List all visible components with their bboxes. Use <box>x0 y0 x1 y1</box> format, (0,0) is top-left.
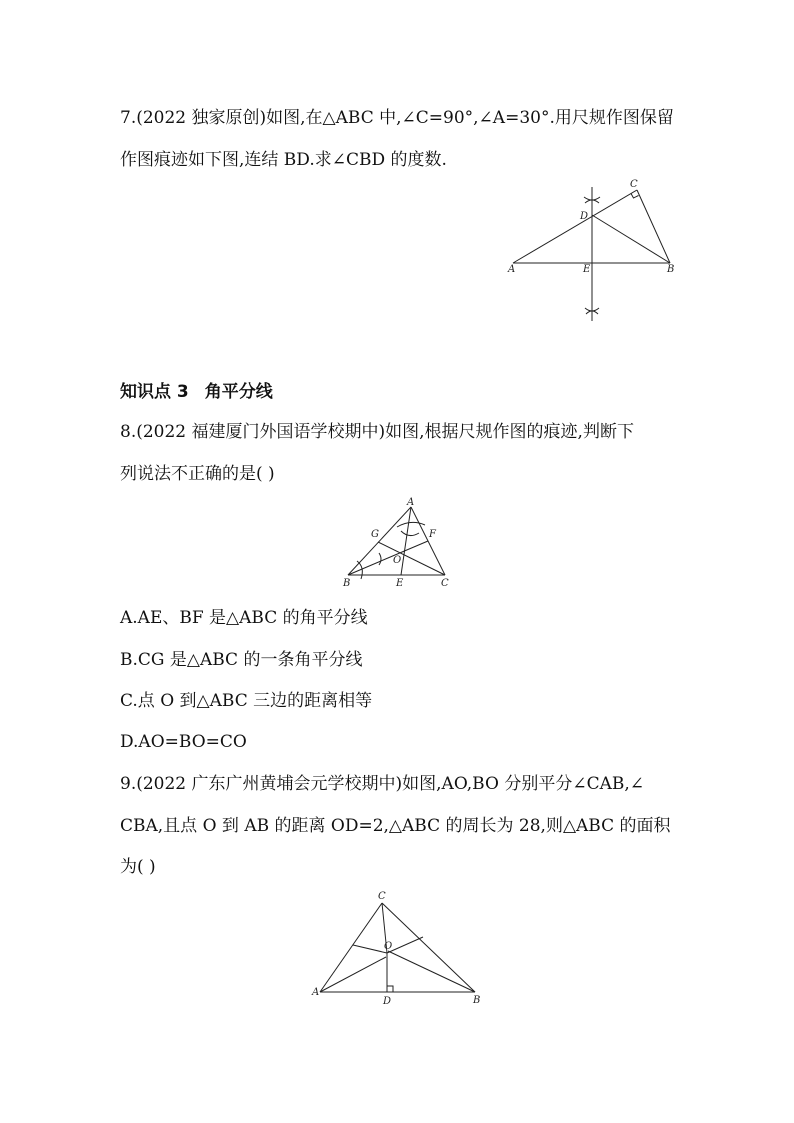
q9-bisector-ao <box>320 957 386 992</box>
section-title: 知识点 3 <box>120 382 189 402</box>
q9-text-line2: CBA,且点 O 到 AB 的距离 OD=2,△ABC 的周长为 28,则△ABC 的面积 <box>120 816 671 836</box>
q8-label-f: F <box>429 529 436 540</box>
q9-text-line3: 为( ) <box>120 857 156 877</box>
q7-label-c: C <box>630 179 638 190</box>
q8-option-a: A.AE、BF 是△ABC 的角平分线 <box>120 608 368 628</box>
q7-side-ac <box>513 190 637 263</box>
q8-option-c: C.点 O 到△ABC 三边的距离相等 <box>120 691 373 711</box>
q7-right-angle-mark <box>631 194 639 199</box>
q8-option-b: B.CG 是△ABC 的一条角平分线 <box>120 650 363 670</box>
q9-segment-o-left <box>353 945 387 953</box>
section-subtitle: 角平分线 <box>204 382 273 402</box>
q7-text-line1: 7.(2022 独家原创)如图,在△ABC 中,∠C=90°,∠A=30°.用尺规作图保留 <box>120 108 674 128</box>
q9-side-cb <box>382 903 475 992</box>
q8-bisector-ae <box>401 507 411 575</box>
q8-label-e: E <box>396 578 404 589</box>
q7-figure <box>500 175 700 330</box>
q7-label-a: A <box>508 264 516 275</box>
q9-label-b: B <box>473 995 481 1006</box>
q8-bisector-bf <box>348 541 428 575</box>
q7-side-cb <box>637 190 670 263</box>
q8-label-b: B <box>343 578 351 589</box>
q9-label-o: O <box>384 941 393 952</box>
q8-arc-b-2 <box>379 553 381 565</box>
section-heading <box>120 377 273 402</box>
q8-figure <box>335 495 460 590</box>
q9-text-line1: 9.(2022 广东广州黄埔会元学校期中)如图,AO,BO 分别平分∠CAB,∠ <box>120 774 644 794</box>
q7-text-line2: 作图痕迹如下图,连结 BD.求∠CBD 的度数. <box>120 150 447 170</box>
q7-label-e: E <box>583 264 591 275</box>
q9-right-angle-mark <box>387 986 393 992</box>
q8-label-a: A <box>407 497 415 508</box>
q9-segment-o-right <box>387 937 423 953</box>
q9-label-d: D <box>383 996 392 1007</box>
q9-bisector-bo <box>388 951 475 992</box>
q8-label-c: C <box>441 578 449 589</box>
q8-arc-a-2 <box>401 531 419 536</box>
q7-label-b: B <box>667 264 675 275</box>
q9-label-a: A <box>312 987 320 998</box>
q8-label-o: O <box>393 555 402 566</box>
q9-figure <box>305 885 495 1010</box>
q9-side-ac <box>320 903 382 992</box>
q8-text-line2: 列说法不正确的是( ) <box>120 464 275 484</box>
q9-label-c: C <box>378 891 386 902</box>
q7-label-d: D <box>580 211 589 222</box>
q8-label-g: G <box>371 529 379 540</box>
q7-segment-db <box>592 215 670 263</box>
q8-text-line1: 8.(2022 福建厦门外国语学校期中)如图,根据尺规作图的痕迹,判断下 <box>120 422 634 442</box>
q8-option-d: D.AO=BO=CO <box>120 732 247 752</box>
